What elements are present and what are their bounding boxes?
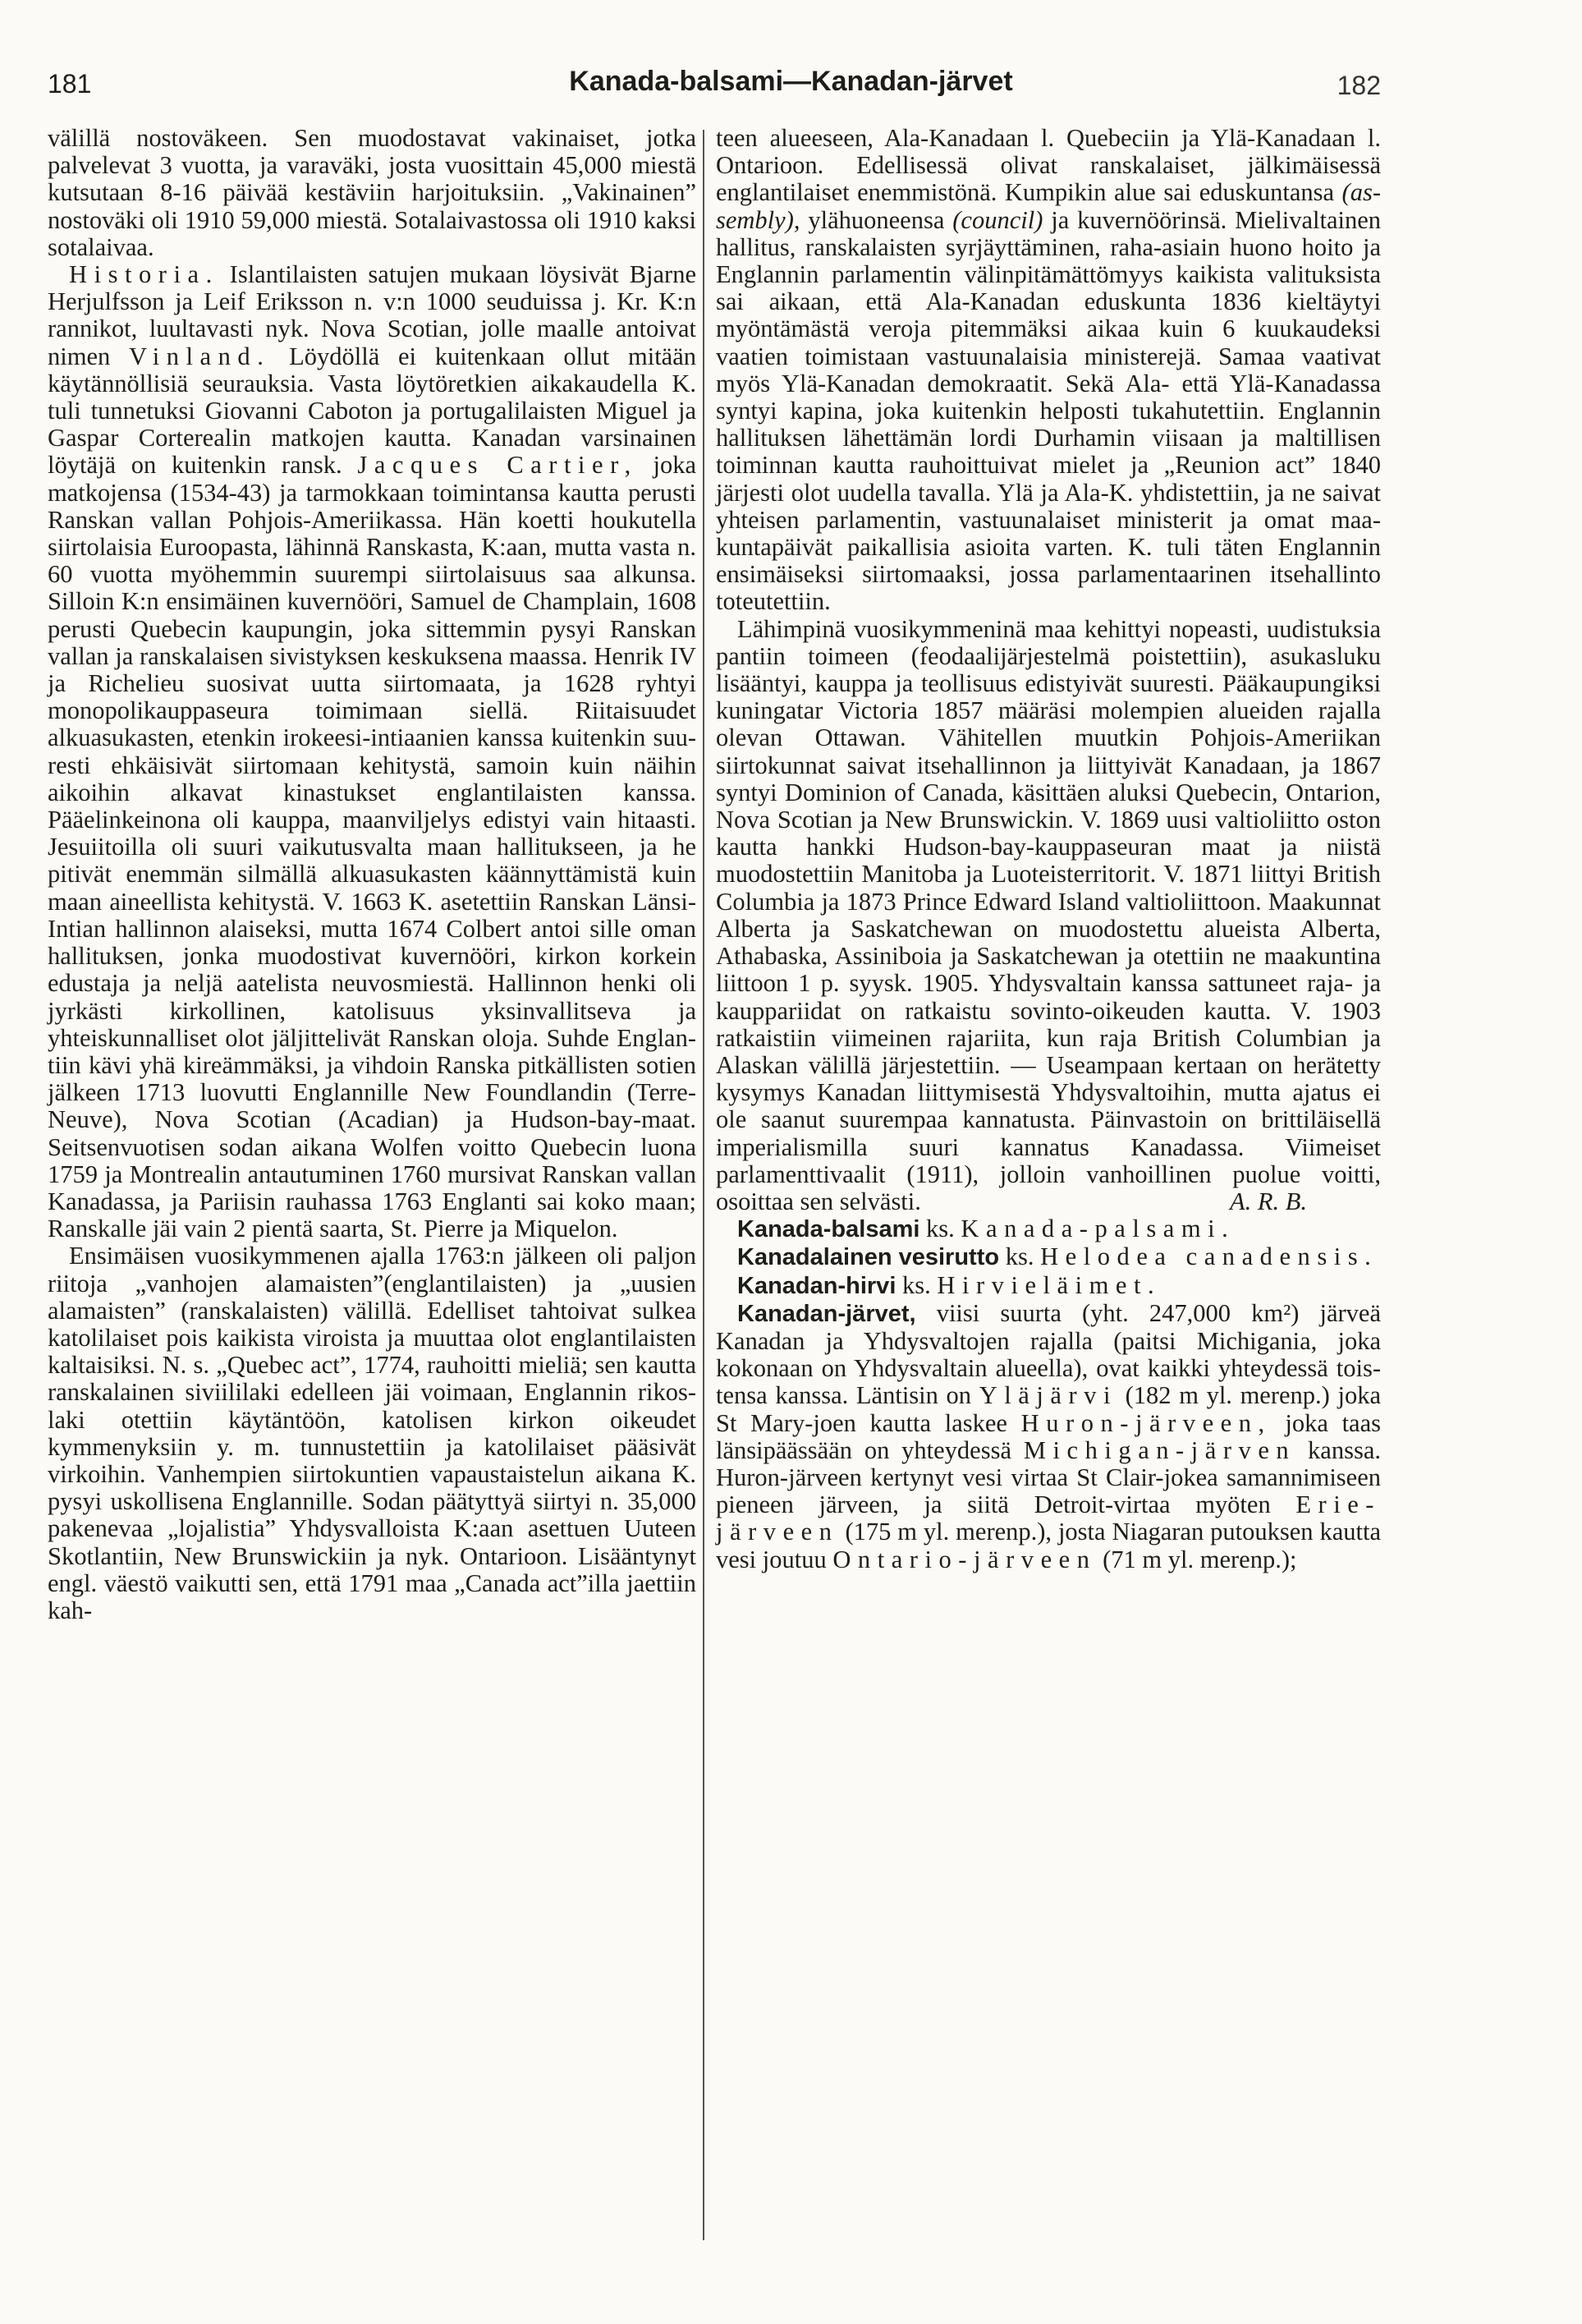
cross-reference: Kanada-palsami. (961, 1215, 1236, 1243)
page-header (0, 0, 1582, 115)
lake-name-michigan: Michigan-järven (1023, 1435, 1296, 1464)
running-title: Kanada-balsami—Kanadan-järvet (569, 66, 1013, 97)
lake-name-huron: Huron-järveen, (1020, 1408, 1272, 1437)
paragraph-history: Historia. Islantilaisten satujen mukaan löysivät Bjarne Herjulfsson ja Leif Eriksson n. v:n 1000 seuduissa j. Kr. K:n rannikot, luultavasti nyk. Nova Scotian, jolle maalle antoivat nimen Vinland. Löydöllä ei kuitenkaan ollut mitään käytännöllisiä seurauksia. Vasta löytöretkien aikakaudella K. tuli tunnetuksi Giovanni Caboton ja portugalilaisten Miguel ja Gaspar Corterealin matkojen kautta. Kanadan varsinainen löytäjä on kuitenkin ransk. Jacques Cartier, joka matkojensa (1534-43) ja tarmokkaan toimintansa kautta perusti Ranskan vallan Pohjois-Ameriikassa. Hän koetti houkutella siirtolaisia Euroopasta, lähinnä Ranskasta, K:aan, mutta vasta n. 60 vuotta myöhemmin suurempi siirtolaisuus saa alkunsa. Silloin K:n ensimäinen kuvernööri, Samuel de Champlain, 1608 perusti Quebecin kaupungin, joka sittemmin pysyi Ranskan vallan ja ranskalaisen sivistyksen keskuksena maassa. Henrik IV ja Richelieu suosivat uutta siirtomaata, ja 1628 ryhtyi monopolikauppaseura toimimaan siellä. Riitaisuudet alkuasukasten, etenkin irokeesi-intiaanien kanssa kuitenkin suuresti ehkäisivät siirtomaan kehitystä, samoin kuin näihin aikoihin alkavat kinastukset englantilaisten kanssa. Pääelinkeinona oli kauppa, maanviljelys edistyi vain hitaasti. Jesuiitoilla oli suuri vaikutusvalta maan hallitukseen, ja he pitivät enemmän silmällä alkuasukasten käännyttämistä kuin maan aineellista kehitystä. V. 1663 K. asetettiin Ranskan Länsi-Intian hallinnon alaiseksi, mutta 1674 Colbert antoi sille oman hallituksen, jonka muodostivat kuvernööri, kirkon korkein edustaja ja neljä aatelista neuvosmiestä. Hallinnon henki oli jyrkästi kirkollinen, katolisuus yksinvallitseva ja yhteiskunnalliset olot jäljittelivät Ranskan oloja. Suhde Englantiin kävi yhä kireämmäksi, ja vihdoin Ranska pitkällisten sotien jälkeen 1713 luovutti Englannille New Foundlandin (Terre-Neuve), Nova Scotian (Acadian) ja Hudson-bay-maat. Seitsenvuotisen sodan aikana Wolfen voitto Quebecin luona 1759 ja Montrealin antautuminen 1760 mursivat Ranskan vallan Kanadassa, ja Pariisin rauhassa 1763 Englanti sai koko maan; Ranskalle jäi vain 2 pientä saarta, St. Pierre ja Miquelon. (48, 260, 696, 1243)
column-divider (703, 130, 704, 2240)
headword: Kanadalainen vesirutto (737, 1244, 1000, 1271)
term-vinland: Vinland. (129, 342, 271, 370)
entry-kanada-balsami: Kanada-balsami ks. Kanada-palsami. (737, 1215, 1236, 1243)
paragraph-two-provinces: teen alueeseen, Ala-Kanadaan l. Quebeciin ja Ylä-Kanadaan l. Ontarioon. Edellisessä olivat ranskalaiset, jälkimäisessä englantilaiset enemmistönä. Kumpikin alue sai eduskuntansa (assembly), ylähuoneensa (council) ja kuvernöörinsä. Mielivaltainen hallitus, ranskalaisten syrjäyttäminen, raha-asiain huono hoito ja Englannin parlamentin välinpitämättömyys kaikista valituksista sai aikaan, että Ala-Kanadan eduskunta 1836 kieltäytyi myöntämästä veroja pitemmäksi aikaa kuin 6 kuukaudeksi vaatien toimistaan vastuunalaisia ministerejä. Samaa vaativat myös Ylä-Kanadan demokraatit. Sekä Ala- että Ylä-Kanadassa syntyi kapina, joka kuitenkin helposti tukahutettiin. Englannin hallituksen lähettämän lordi Durhamin viisaan ja maltillisen toiminnan kautta rauhoittuivat mielet ja „Reunion act” 1840 järjesti olot uudella tavalla. Ylä ja Ala-K. yhdistettiin, ja ne saivat yhteisen parlamentin, vastuunalaiset ministerit ja omat maakuntapäivät paikallisia asioita varten. K. tuli täten Englannin ensimäiseksi siirtomaaksi, jossa parlamentaarinen itsehallinto toteutettiin. (716, 124, 1382, 616)
name-jacques-cartier: Jacques Cartier, (357, 451, 638, 480)
lake-name-ontario: Ontario-järveen (832, 1545, 1097, 1573)
lake-name-erie: Erie-järveen (716, 1490, 1381, 1546)
paragraph-british-rule: Ensimäisen vuosikymmenen ajalla 1763:n jälkeen oli paljon riitoja „vanhojen alamaisten”(englantilaisten) ja „uusien alamaisten” (ranskalaisten) välillä. Edelliset tahtoivat sulkea katolilaiset pois kaikista viroista ja muuttaa olot englantilaisten kaltaisiksi. N. s. „Quebec act”, 1774, rauhoitti mieliä; sen kautta ranskalainen siviililaki edelleen jäi voimaan, Englannin rikoslaki otettiin käytäntöön, katolisen kirkon oikeudet kymmenyksiin y. m. tunnustettiin ja katolilaiset pääsivät virkoihin. Vanhempien siirtokuntien vapaustaistelun aikana K. pysyi uskollisena Englannille. Sodan päätyttyä siirtyi n. 35,000 pakenevaa „lojalistia” Yhdysvalloista K:aan asettuen Uuteen Skotlantiin, New Brunswickiin ja nyk. Ontarioon. Lisääntynyt engl. väestö vaikutti sen, että 1791 maa „Canada act”illa jaettiin kah- (48, 1242, 696, 1624)
paragraph-militia: välillä nostoväkeen. Sen muodostavat vakinaiset, jotka palvelevat 3 vuotta, ja varaväki, josta vuosittain 45,000 miestä kutsutaan 8-16 päivää kestäviin harjoituksiin. „Vakinainen” nostoväki oli 1910 59,000 miestä. Sotalaivastossa oli 1910 kaksi sotalaivaa. (48, 124, 696, 261)
paragraph-dominion: Lähimpinä vuosikymmeninä maa kehittyi nopeasti, uudistuksia pantiin toimeen (feodaalijärjestelmä poistettiin), asukasluku lisääntyi, kauppa ja teollisuus edistyivät suuresti. Pääkaupungiksi kuningatar Victoria 1857 määräsi molempien alueiden rajalla olevan Ottawan. Vähitellen muutkin Pohjois-Ameriikan siirtokunnat saivat itsehallinnon ja liittyivät Kanadaan, ja 1867 syntyi Dominion of Canada, käsittäen aluksi Quebecin, Ontarion, Nova Scotian ja New Brunswickin. V. 1869 uusi valtioliitto oston kautta hankki Hudson-bay-kauppaseuran maat ja niistä muodostettiin Manitoba ja Luoteisterritorit. V. 1871 liittyi British Columbia ja 1873 Prince Edward Island valtioliittoon. Maakunnat Alberta ja Saskatchewan on muodostettu alueista Alberta, Athabaska, Assiniboia ja Saskatchewan ja otettiin ne maakuntina liittoon 1 p. syysk. 1905. Yhdysvaltain kanssa sattuneet raja- ja kauppariidat on ratkaistu sovinto-oikeuden kautta. V. 1903 ratkaistiin viimeinen rajariita, kun raja British Columbian ja Alaskan välillä järjestettiin. — Useampaan kertaan on herätetty kysymys Kanadan liittymisestä Yhdysvaltoihin, mutta ajatus ei ole saanut suurempaa kannatusta. Päinvastoin on brittiläisellä imperialismilla suuri kannatus Kanadassa. Viimeiset parlamenttivaalit (1911), jolloin vanhoillinen puolue voitti, osoittaa sen selvästi. A. R. B. (716, 614, 1381, 1215)
term-assembly: (assembly), (716, 178, 1381, 234)
headword: Kanada-balsami (737, 1216, 920, 1243)
term-council: (council) (952, 205, 1043, 234)
author-signature: A. R. B. (1229, 1187, 1307, 1215)
page-number-left: 181 (48, 69, 92, 99)
lake-name-ylajarvi: Yläjärvi (979, 1381, 1117, 1410)
cross-reference: Helodea canadensis. (1040, 1242, 1378, 1271)
page-number-right: 182 (1337, 71, 1381, 100)
section-heading-history: Historia. (69, 260, 219, 289)
right-column (716, 125, 1381, 1573)
left-column (48, 125, 696, 1624)
headword: Kanadan-järvet, (737, 1300, 916, 1327)
entry-kanadan-jarvet: Kanadan-järvet, viisi suurta (yht. 247,000 km²) järveä Kanadan ja Yhdysvaltojen rajalla (paitsi Michigania, joka kokonaan on Yhdysvaltain alueella), ovat kaikki yhteydessä toistensa kanssa. Läntisin on Yläjärvi (182 m yl. merenp.) joka St Mary-joen kautta laskee Huron-järveen, joka taas länsipäässään on yhteydessä Michigan-järven kanssa. Huron-järveen kertynyt vesi virtaa St Clair-jokea samannimiseen pieneen järveen, ja siitä Detroit-virtaa myöten Erie-järveen (175 m yl. merenp.), josta Niagaran putouksen kautta vesi joutuu Ontario-järveen (71 m yl. merenp.); (716, 1298, 1381, 1573)
entry-kanadalainen-vesirutto: Kanadalainen vesirutto ks. Helodea canadensis. (737, 1242, 1378, 1271)
entry-kanadan-hirvi: Kanadan-hirvi ks. Hirvieläimet. (737, 1270, 1162, 1299)
headword: Kanadan-hirvi (737, 1272, 896, 1299)
cross-reference: Hirvieläimet. (937, 1270, 1162, 1299)
